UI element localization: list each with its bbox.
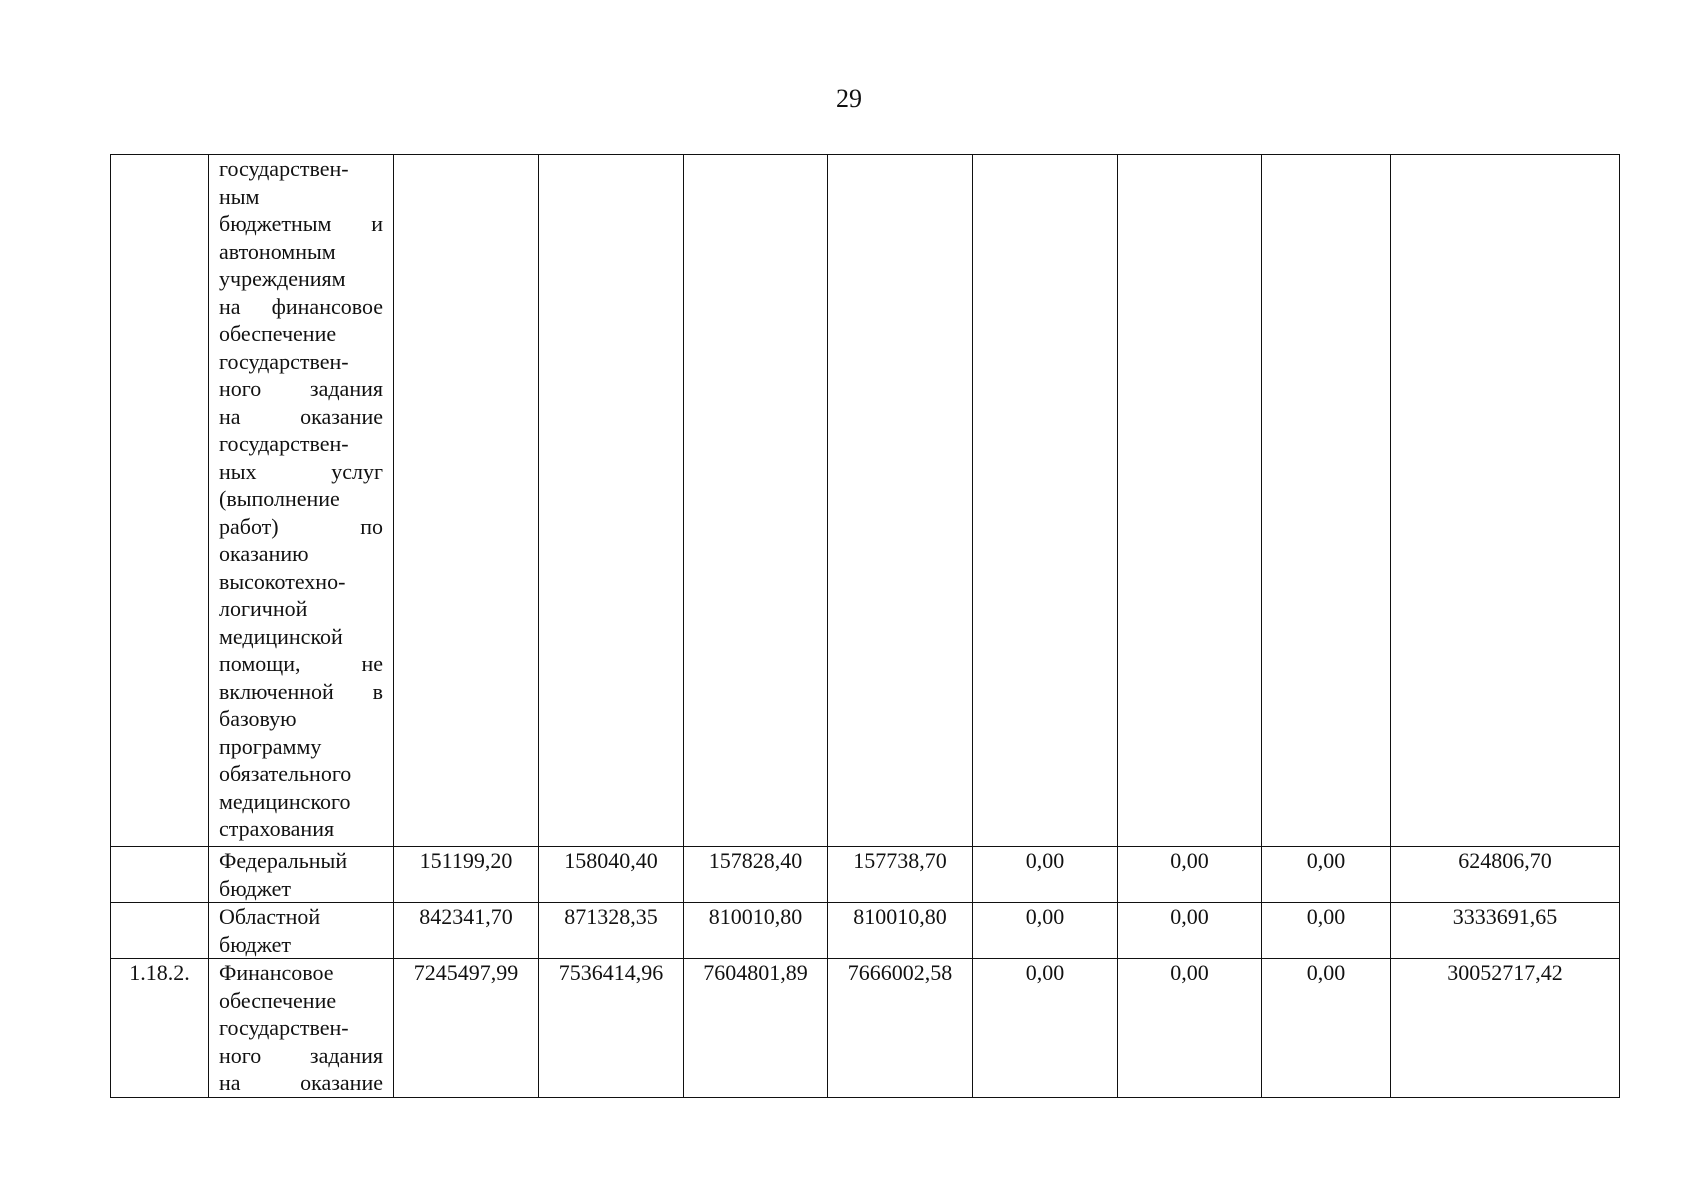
value-cell: 0,00 xyxy=(1118,847,1262,903)
description-line: на финансовое xyxy=(219,293,383,319)
value-cell: 0,00 xyxy=(973,847,1118,903)
description-line: (выполнение xyxy=(219,486,340,511)
table-row xyxy=(111,847,1620,903)
value-cell: 157828,40 xyxy=(684,847,828,903)
value-cell: 871328,35 xyxy=(539,903,684,959)
value-cell: 158040,40 xyxy=(539,847,684,903)
value-cell: 842341,70 xyxy=(394,903,539,959)
value-cell xyxy=(828,155,973,847)
value-cell: 810010,80 xyxy=(828,903,973,959)
value-cell: 810010,80 xyxy=(684,903,828,959)
value-cell: 0,00 xyxy=(1118,903,1262,959)
value-cell: 0,00 xyxy=(1262,959,1391,1098)
description-line: государствен- xyxy=(219,156,349,181)
description-line: включенной в xyxy=(219,678,383,704)
description-line: ного задания xyxy=(219,1042,383,1068)
value-cell: 0,00 xyxy=(1262,903,1391,959)
value-cell xyxy=(394,155,539,847)
value-cell: 7245497,99 xyxy=(394,959,539,1098)
table-row xyxy=(111,155,1620,847)
value-cell: 0,00 xyxy=(973,903,1118,959)
row-code xyxy=(111,847,209,903)
description-line: высокотехно- xyxy=(219,568,346,594)
description-line: ных услуг xyxy=(219,458,383,484)
value-cell: 151199,20 xyxy=(394,847,539,903)
description-line: ным xyxy=(219,183,260,209)
row-code xyxy=(111,155,209,847)
value-cell: 0,00 xyxy=(1262,847,1391,903)
value-cell xyxy=(1262,155,1391,847)
row-description xyxy=(209,959,394,1098)
description-line: учреждениям xyxy=(219,266,346,291)
page-number: 29 xyxy=(836,84,862,113)
description-line: обязательного xyxy=(219,761,352,786)
row-description xyxy=(209,155,394,847)
value-cell xyxy=(539,155,684,847)
description-line: на оказание xyxy=(219,1070,383,1095)
description-line: обеспечение xyxy=(219,987,337,1013)
description-line: оказанию xyxy=(219,541,309,566)
description-line: программу xyxy=(219,733,322,759)
row-description: Областной бюджет xyxy=(209,903,394,959)
table-row xyxy=(111,903,1620,959)
description-line: государствен- xyxy=(219,431,349,456)
description-line: страхования xyxy=(219,816,335,841)
value-cell xyxy=(684,155,828,847)
value-cell xyxy=(973,155,1118,847)
description-line: базовую xyxy=(219,706,297,731)
value-cell: 7536414,96 xyxy=(539,959,684,1098)
description-line: на оказание xyxy=(219,403,383,429)
description-line: государствен- xyxy=(219,1015,349,1040)
total-cell: 30052717,42 xyxy=(1391,959,1620,1098)
total-cell: 624806,70 xyxy=(1391,847,1620,903)
description-line: Финансовое xyxy=(219,960,334,985)
budget-table xyxy=(110,154,1620,1098)
value-cell: 157738,70 xyxy=(828,847,973,903)
description-line: помощи, не xyxy=(219,651,383,676)
description-line: медицинского xyxy=(219,788,351,814)
description-line: ного задания xyxy=(219,376,383,401)
value-cell: 7666002,58 xyxy=(828,959,973,1098)
value-cell: 7604801,89 xyxy=(684,959,828,1098)
value-cell: 0,00 xyxy=(1118,959,1262,1098)
description-line: обеспечение xyxy=(219,321,337,346)
table-row xyxy=(111,959,1620,1098)
row-description: Федеральный бюджет xyxy=(209,847,394,903)
description-line: работ) по xyxy=(219,513,383,539)
total-cell xyxy=(1391,155,1620,847)
total-cell: 3333691,65 xyxy=(1391,903,1620,959)
row-code xyxy=(111,903,209,959)
description-line: логичной xyxy=(219,596,308,621)
description-line: автономным xyxy=(219,238,336,264)
description-line: государствен- xyxy=(219,348,349,374)
value-cell: 0,00 xyxy=(973,959,1118,1098)
description-line: бюджетным и xyxy=(219,211,383,236)
value-cell xyxy=(1118,155,1262,847)
row-code: 1.18.2. xyxy=(111,959,209,1098)
description-line: медицинской xyxy=(219,623,343,649)
